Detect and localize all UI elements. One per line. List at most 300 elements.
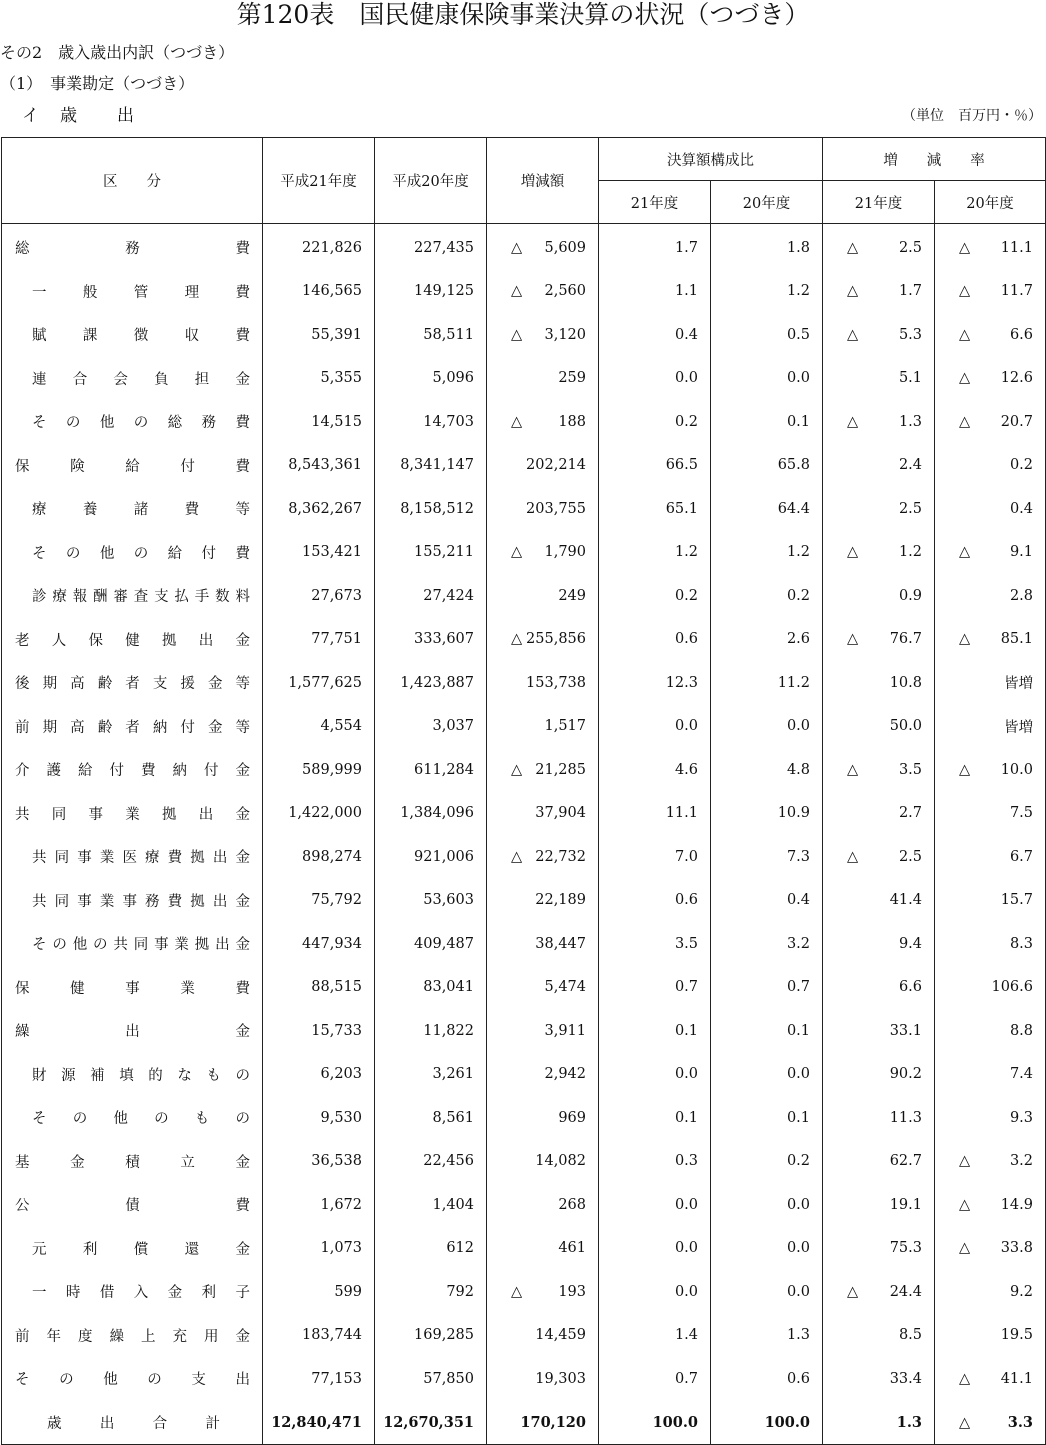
cell-rate-fy21: 41.4 xyxy=(823,879,935,923)
cell-rate-fy21: 2.4 xyxy=(823,444,935,488)
negative-triangle-icon: △ xyxy=(959,544,971,561)
cell-ratio-fy20: 3.2 xyxy=(711,922,823,966)
cell-rate-fy20-value: 85.1 xyxy=(1000,631,1033,648)
table-row xyxy=(2,1053,1046,1097)
cell-rate-fy21 xyxy=(823,1270,935,1314)
cell-fy21: 36,538 xyxy=(263,1140,375,1184)
table-row xyxy=(2,313,1046,357)
unit-note: （単位 百万円・％） xyxy=(902,108,1042,124)
negative-triangle-icon: △ xyxy=(847,239,859,256)
cell-rate-fy20-value: 33.8 xyxy=(1000,1240,1033,1257)
cell-diff: 461 xyxy=(487,1227,599,1271)
cell-rate-fy20 xyxy=(935,400,1046,444)
cell-rate-fy21-value: 76.7 xyxy=(889,631,922,648)
table-row xyxy=(2,1183,1046,1227)
cell-diff xyxy=(487,748,599,792)
cell-diff-value: 255,856 xyxy=(526,631,586,648)
table-row xyxy=(2,1140,1046,1184)
cell-fy20: 169,285 xyxy=(375,1314,487,1358)
cell-ratio-fy21: 1.7 xyxy=(599,224,711,270)
cell-fy20: 83,041 xyxy=(375,966,487,1010)
cell-fy21: 77,153 xyxy=(263,1357,375,1401)
table-row xyxy=(2,618,1046,662)
cell-fy20: 22,456 xyxy=(375,1140,487,1184)
cell-fy20: 58,511 xyxy=(375,313,487,357)
cell-rate-fy20-value: 3.3 xyxy=(1007,1413,1033,1431)
row-label: 基 金 積 立 金 xyxy=(2,1140,263,1184)
cell-fy21: 15,733 xyxy=(263,1009,375,1053)
cell-fy21: 4,554 xyxy=(263,705,375,749)
negative-triangle-icon: △ xyxy=(847,544,859,561)
cell-rate-fy20-value: 11.7 xyxy=(1000,283,1033,300)
cell-fy21: 221,826 xyxy=(263,224,375,270)
negative-triangle-icon: △ xyxy=(959,631,971,648)
row-label: 共 同 事 業 医 療 費 拠 出 金 xyxy=(2,835,263,879)
row-label: 一 般 管 理 費 xyxy=(2,270,263,314)
cell-ratio-fy20: 1.2 xyxy=(711,531,823,575)
cell-rate-fy21 xyxy=(823,400,935,444)
cell-rate-fy21: 11.3 xyxy=(823,1096,935,1140)
cell-ratio-fy20: 0.6 xyxy=(711,1357,823,1401)
table-row xyxy=(2,1357,1046,1401)
cell-rate-fy21 xyxy=(823,531,935,575)
negative-triangle-icon: △ xyxy=(511,326,523,343)
cell-rate-fy20-value: 20.7 xyxy=(1000,413,1033,430)
cell-rate-fy20: 6.7 xyxy=(935,835,1046,879)
cell-fy20: 612 xyxy=(375,1227,487,1271)
negative-triangle-icon: △ xyxy=(511,761,523,778)
cell-diff-value: 3,120 xyxy=(544,326,586,343)
cell-ratio-fy21: 0.6 xyxy=(599,879,711,923)
table-row xyxy=(2,879,1046,923)
cell-diff: 14,082 xyxy=(487,1140,599,1184)
table-row xyxy=(2,661,1046,705)
cell-ratio-fy20: 1.2 xyxy=(711,270,823,314)
cell-diff: 170,120 xyxy=(487,1401,599,1445)
cell-rate-fy21-value: 1.2 xyxy=(898,544,922,561)
cell-diff-value: 2,560 xyxy=(544,283,586,300)
cell-ratio-fy20: 0.1 xyxy=(711,1009,823,1053)
cell-rate-fy21-value: 2.5 xyxy=(898,848,922,865)
cell-fy21: 9,530 xyxy=(263,1096,375,1140)
cell-fy20: 921,006 xyxy=(375,835,487,879)
row-label: そ の 他 の 総 務 費 xyxy=(2,400,263,444)
cell-rate-fy20-value: 3.2 xyxy=(1009,1153,1033,1170)
cell-fy20: 611,284 xyxy=(375,748,487,792)
cell-ratio-fy21: 0.0 xyxy=(599,357,711,401)
cell-rate-fy21: 90.2 xyxy=(823,1053,935,1097)
row-label: 元 利 償 還 金 xyxy=(2,1227,263,1271)
cell-ratio-fy21: 1.4 xyxy=(599,1314,711,1358)
cell-fy21: 8,362,267 xyxy=(263,487,375,531)
cell-fy21: 146,565 xyxy=(263,270,375,314)
table-row xyxy=(2,835,1046,879)
cell-fy21: 153,421 xyxy=(263,531,375,575)
cell-ratio-fy21: 3.5 xyxy=(599,922,711,966)
cell-fy21: 75,792 xyxy=(263,879,375,923)
negative-triangle-icon: △ xyxy=(847,848,859,865)
cell-fy21: 8,543,361 xyxy=(263,444,375,488)
row-label: 繰 出 金 xyxy=(2,1009,263,1053)
cell-rate-fy21-value: 1.3 xyxy=(898,413,922,430)
cell-fy20: 1,384,096 xyxy=(375,792,487,836)
negative-triangle-icon: △ xyxy=(959,413,971,430)
cell-ratio-fy21: 7.0 xyxy=(599,835,711,879)
cell-fy21: 5,355 xyxy=(263,357,375,401)
cell-fy21: 1,073 xyxy=(263,1227,375,1271)
cell-diff: 3,911 xyxy=(487,1009,599,1053)
cell-rate-fy21: 0.9 xyxy=(823,574,935,618)
cell-diff: 19,303 xyxy=(487,1357,599,1401)
cell-diff-value: 188 xyxy=(558,413,586,430)
row-label: 共 同 事 業 拠 出 金 xyxy=(2,792,263,836)
cell-diff xyxy=(487,270,599,314)
row-label: 介 護 給 付 費 納 付 金 xyxy=(2,748,263,792)
cell-fy20: 409,487 xyxy=(375,922,487,966)
negative-triangle-icon: △ xyxy=(959,761,971,778)
cell-ratio-fy21: 0.1 xyxy=(599,1009,711,1053)
negative-triangle-icon: △ xyxy=(511,413,523,430)
cell-diff: 14,459 xyxy=(487,1314,599,1358)
cell-ratio-fy20: 0.0 xyxy=(711,1053,823,1097)
cell-rate-fy21: 50.0 xyxy=(823,705,935,749)
negative-triangle-icon: △ xyxy=(511,283,523,300)
cell-ratio-fy20: 0.2 xyxy=(711,1140,823,1184)
table-row xyxy=(2,1227,1046,1271)
table-row xyxy=(2,922,1046,966)
cell-ratio-fy20: 10.9 xyxy=(711,792,823,836)
cell-rate-fy20-value: 6.6 xyxy=(1009,326,1033,343)
cell-fy21: 447,934 xyxy=(263,922,375,966)
header-ratio-fy21: 21年度 xyxy=(599,181,711,224)
cell-rate-fy21: 2.7 xyxy=(823,792,935,836)
cell-rate-fy20 xyxy=(935,270,1046,314)
cell-rate-fy21 xyxy=(823,224,935,270)
cell-ratio-fy20: 0.0 xyxy=(711,1183,823,1227)
account-subtitle: （1） 事業勘定（つづき） xyxy=(0,74,195,93)
cell-rate-fy21-value: 24.4 xyxy=(889,1283,922,1300)
cell-rate-fy20 xyxy=(935,313,1046,357)
row-label: 前 年 度 繰 上 充 用 金 xyxy=(2,1314,263,1358)
cell-ratio-fy21: 11.1 xyxy=(599,792,711,836)
header-rate-fy21: 21年度 xyxy=(823,181,935,224)
row-label: 後 期 高 齢 者 支 援 金 等 xyxy=(2,661,263,705)
cell-ratio-fy21: 12.3 xyxy=(599,661,711,705)
cell-diff: 5,474 xyxy=(487,966,599,1010)
cell-diff: 249 xyxy=(487,574,599,618)
cell-fy20: 53,603 xyxy=(375,879,487,923)
cell-rate-fy20: 8.3 xyxy=(935,922,1046,966)
table-row xyxy=(2,400,1046,444)
table-row xyxy=(2,531,1046,575)
cell-fy20: 27,424 xyxy=(375,574,487,618)
cell-ratio-fy20: 100.0 xyxy=(711,1401,823,1445)
table-row xyxy=(2,1270,1046,1314)
cell-rate-fy20 xyxy=(935,224,1046,270)
cell-rate-fy21-value: 5.3 xyxy=(898,326,922,343)
cell-ratio-fy21: 0.0 xyxy=(599,1227,711,1271)
cell-fy20: 149,125 xyxy=(375,270,487,314)
header-category: 区 分 xyxy=(2,138,263,224)
table-row xyxy=(2,487,1046,531)
cell-fy20: 8,341,147 xyxy=(375,444,487,488)
header-composition-ratio: 決算額構成比 xyxy=(599,138,823,181)
negative-triangle-icon: △ xyxy=(847,761,859,778)
cell-diff-value: 5,609 xyxy=(544,239,586,256)
cell-diff xyxy=(487,400,599,444)
cell-ratio-fy20: 0.7 xyxy=(711,966,823,1010)
cell-rate-fy20-value: 9.1 xyxy=(1009,544,1033,561)
cell-rate-fy20: 9.3 xyxy=(935,1096,1046,1140)
negative-triangle-icon: △ xyxy=(847,326,859,343)
cell-rate-fy20-value: 14.9 xyxy=(1000,1196,1033,1213)
cell-ratio-fy21: 4.6 xyxy=(599,748,711,792)
negative-triangle-icon: △ xyxy=(959,326,971,343)
cell-rate-fy21: 10.8 xyxy=(823,661,935,705)
cell-ratio-fy21: 0.2 xyxy=(599,574,711,618)
cell-fy21: 599 xyxy=(263,1270,375,1314)
cell-rate-fy21: 75.3 xyxy=(823,1227,935,1271)
cell-rate-fy20: 2.8 xyxy=(935,574,1046,618)
negative-triangle-icon: △ xyxy=(847,1283,859,1300)
cell-rate-fy21-value: 1.7 xyxy=(898,283,922,300)
cell-ratio-fy20: 1.8 xyxy=(711,224,823,270)
cell-rate-fy20 xyxy=(935,1357,1046,1401)
cell-rate-fy21 xyxy=(823,748,935,792)
row-label: 賦 課 徴 収 費 xyxy=(2,313,263,357)
cell-rate-fy20 xyxy=(935,748,1046,792)
cell-rate-fy20: 皆増 xyxy=(935,661,1046,705)
negative-triangle-icon: △ xyxy=(511,239,523,256)
cell-diff: 22,189 xyxy=(487,879,599,923)
cell-rate-fy21 xyxy=(823,835,935,879)
cell-rate-fy20: 7.4 xyxy=(935,1053,1046,1097)
cell-fy20: 1,423,887 xyxy=(375,661,487,705)
cell-diff: 969 xyxy=(487,1096,599,1140)
row-label: 保 険 給 付 費 xyxy=(2,444,263,488)
cell-ratio-fy20: 0.1 xyxy=(711,400,823,444)
table-row xyxy=(2,357,1046,401)
table-row xyxy=(2,705,1046,749)
cell-ratio-fy21: 0.1 xyxy=(599,1096,711,1140)
table-title: 第120表 国民健康保険事業決算の状況（つづき） xyxy=(236,0,810,29)
negative-triangle-icon: △ xyxy=(847,631,859,648)
cell-diff-value: 193 xyxy=(558,1283,586,1300)
row-label: 共 同 事 業 事 務 費 拠 出 金 xyxy=(2,879,263,923)
expenditure-heading: イ 歳 出 xyxy=(22,106,136,126)
negative-triangle-icon: △ xyxy=(959,1240,971,1257)
cell-fy20: 12,670,351 xyxy=(375,1401,487,1445)
table-row xyxy=(2,224,1046,270)
row-label: 老 人 保 健 拠 出 金 xyxy=(2,618,263,662)
cell-ratio-fy21: 0.7 xyxy=(599,966,711,1010)
cell-diff-value: 21,285 xyxy=(535,761,586,778)
cell-fy20: 155,211 xyxy=(375,531,487,575)
cell-rate-fy21: 9.4 xyxy=(823,922,935,966)
table-row xyxy=(2,444,1046,488)
table-row xyxy=(2,792,1046,836)
cell-rate-fy21: 8.5 xyxy=(823,1314,935,1358)
cell-ratio-fy21: 0.7 xyxy=(599,1357,711,1401)
cell-ratio-fy21: 0.0 xyxy=(599,1270,711,1314)
cell-rate-fy20: 9.2 xyxy=(935,1270,1046,1314)
cell-fy21: 88,515 xyxy=(263,966,375,1010)
cell-ratio-fy21: 0.4 xyxy=(599,313,711,357)
header-rate-fy20: 20年度 xyxy=(935,181,1046,224)
cell-ratio-fy21: 100.0 xyxy=(599,1401,711,1445)
negative-triangle-icon: △ xyxy=(847,413,859,430)
cell-rate-fy20: 皆増 xyxy=(935,705,1046,749)
cell-ratio-fy20: 4.8 xyxy=(711,748,823,792)
cell-rate-fy20: 0.4 xyxy=(935,487,1046,531)
cell-fy21: 12,840,471 xyxy=(263,1401,375,1445)
cell-ratio-fy21: 1.1 xyxy=(599,270,711,314)
cell-fy20: 57,850 xyxy=(375,1357,487,1401)
cell-diff: 203,755 xyxy=(487,487,599,531)
cell-rate-fy21 xyxy=(823,270,935,314)
cell-diff-value: 1,790 xyxy=(544,544,586,561)
cell-rate-fy20 xyxy=(935,531,1046,575)
negative-triangle-icon: △ xyxy=(511,1283,523,1300)
row-label: そ の 他 の も の xyxy=(2,1096,263,1140)
cell-diff xyxy=(487,1270,599,1314)
cell-rate-fy21: 19.1 xyxy=(823,1183,935,1227)
cell-rate-fy21-value: 3.5 xyxy=(898,761,922,778)
header-change-rate: 増 減 率 xyxy=(823,138,1046,181)
cell-ratio-fy20: 0.2 xyxy=(711,574,823,618)
cell-fy21: 1,422,000 xyxy=(263,792,375,836)
cell-diff: 37,904 xyxy=(487,792,599,836)
cell-rate-fy21: 6.6 xyxy=(823,966,935,1010)
cell-diff xyxy=(487,835,599,879)
cell-rate-fy21 xyxy=(823,618,935,662)
section-subtitle: その2 歳入歳出内訳（つづき） xyxy=(0,43,235,62)
negative-triangle-icon: △ xyxy=(847,283,859,300)
cell-rate-fy21: 5.1 xyxy=(823,357,935,401)
cell-diff xyxy=(487,531,599,575)
cell-rate-fy21-value: 2.5 xyxy=(898,239,922,256)
cell-fy21: 183,744 xyxy=(263,1314,375,1358)
negative-triangle-icon: △ xyxy=(511,631,523,648)
cell-diff: 1,517 xyxy=(487,705,599,749)
cell-fy20: 11,822 xyxy=(375,1009,487,1053)
cell-rate-fy20: 8.8 xyxy=(935,1009,1046,1053)
row-label: 総 務 費 xyxy=(2,224,263,270)
cell-diff: 202,214 xyxy=(487,444,599,488)
cell-fy20: 1,404 xyxy=(375,1183,487,1227)
cell-ratio-fy20: 0.0 xyxy=(711,1227,823,1271)
total-row xyxy=(2,1401,1046,1445)
cell-fy21: 6,203 xyxy=(263,1053,375,1097)
cell-rate-fy20 xyxy=(935,1140,1046,1184)
cell-ratio-fy20: 0.5 xyxy=(711,313,823,357)
row-label: 一 時 借 入 金 利 子 xyxy=(2,1270,263,1314)
table-body xyxy=(2,224,1046,1445)
cell-ratio-fy20: 65.8 xyxy=(711,444,823,488)
table-row xyxy=(2,1009,1046,1053)
negative-triangle-icon: △ xyxy=(959,1370,971,1387)
cell-rate-fy20 xyxy=(935,1227,1046,1271)
cell-ratio-fy21: 0.0 xyxy=(599,1053,711,1097)
cell-ratio-fy21: 1.2 xyxy=(599,531,711,575)
cell-rate-fy20-value: 11.1 xyxy=(1000,239,1033,256)
cell-ratio-fy20: 11.2 xyxy=(711,661,823,705)
row-label: 歳 出 合 計 xyxy=(2,1401,263,1445)
header-fy20: 平成20年度 xyxy=(375,138,487,224)
cell-rate-fy20 xyxy=(935,357,1046,401)
table-row xyxy=(2,270,1046,314)
negative-triangle-icon: △ xyxy=(959,370,971,387)
negative-triangle-icon: △ xyxy=(959,1153,971,1170)
cell-ratio-fy20: 2.6 xyxy=(711,618,823,662)
table-row xyxy=(2,1314,1046,1358)
cell-fy20: 8,158,512 xyxy=(375,487,487,531)
cell-ratio-fy21: 0.6 xyxy=(599,618,711,662)
cell-ratio-fy20: 0.0 xyxy=(711,1270,823,1314)
cell-fy21: 589,999 xyxy=(263,748,375,792)
cell-diff: 259 xyxy=(487,357,599,401)
cell-fy21: 14,515 xyxy=(263,400,375,444)
header-ratio-fy20: 20年度 xyxy=(711,181,823,224)
cell-diff: 268 xyxy=(487,1183,599,1227)
cell-rate-fy21: 62.7 xyxy=(823,1140,935,1184)
cell-rate-fy20: 15.7 xyxy=(935,879,1046,923)
cell-ratio-fy20: 64.4 xyxy=(711,487,823,531)
cell-diff: 2,942 xyxy=(487,1053,599,1097)
cell-rate-fy21: 2.5 xyxy=(823,487,935,531)
cell-rate-fy20 xyxy=(935,1401,1046,1445)
cell-ratio-fy21: 0.0 xyxy=(599,1183,711,1227)
cell-diff: 38,447 xyxy=(487,922,599,966)
cell-ratio-fy20: 1.3 xyxy=(711,1314,823,1358)
negative-triangle-icon: △ xyxy=(959,239,971,256)
cell-fy20: 3,037 xyxy=(375,705,487,749)
negative-triangle-icon: △ xyxy=(511,848,523,865)
negative-triangle-icon: △ xyxy=(511,544,523,561)
cell-rate-fy20: 19.5 xyxy=(935,1314,1046,1358)
table-row xyxy=(2,1096,1046,1140)
cell-ratio-fy20: 7.3 xyxy=(711,835,823,879)
cell-rate-fy20: 106.6 xyxy=(935,966,1046,1010)
cell-rate-fy20-value: 10.0 xyxy=(1000,761,1033,778)
cell-rate-fy20: 0.2 xyxy=(935,444,1046,488)
cell-ratio-fy20: 0.0 xyxy=(711,357,823,401)
cell-diff xyxy=(487,618,599,662)
table-row xyxy=(2,966,1046,1010)
cell-rate-fy21: 33.1 xyxy=(823,1009,935,1053)
cell-diff-value: 22,732 xyxy=(535,848,586,865)
table-row xyxy=(2,748,1046,792)
cell-fy21: 1,672 xyxy=(263,1183,375,1227)
cell-rate-fy21: 1.3 xyxy=(823,1401,935,1445)
cell-fy20: 227,435 xyxy=(375,224,487,270)
cell-fy20: 14,703 xyxy=(375,400,487,444)
cell-diff xyxy=(487,313,599,357)
row-label: 財 源 補 填 的 な も の xyxy=(2,1053,263,1097)
cell-ratio-fy21: 0.3 xyxy=(599,1140,711,1184)
expenditure-table xyxy=(1,137,1046,1445)
row-label: 療 養 諸 費 等 xyxy=(2,487,263,531)
row-label: 前 期 高 齢 者 納 付 金 等 xyxy=(2,705,263,749)
cell-rate-fy20: 7.5 xyxy=(935,792,1046,836)
cell-fy20: 5,096 xyxy=(375,357,487,401)
cell-rate-fy20-value: 41.1 xyxy=(1000,1370,1033,1387)
cell-rate-fy20-value: 12.6 xyxy=(1000,370,1033,387)
cell-ratio-fy20: 0.1 xyxy=(711,1096,823,1140)
cell-ratio-fy20: 0.4 xyxy=(711,879,823,923)
cell-fy20: 3,261 xyxy=(375,1053,487,1097)
cell-diff: 153,738 xyxy=(487,661,599,705)
